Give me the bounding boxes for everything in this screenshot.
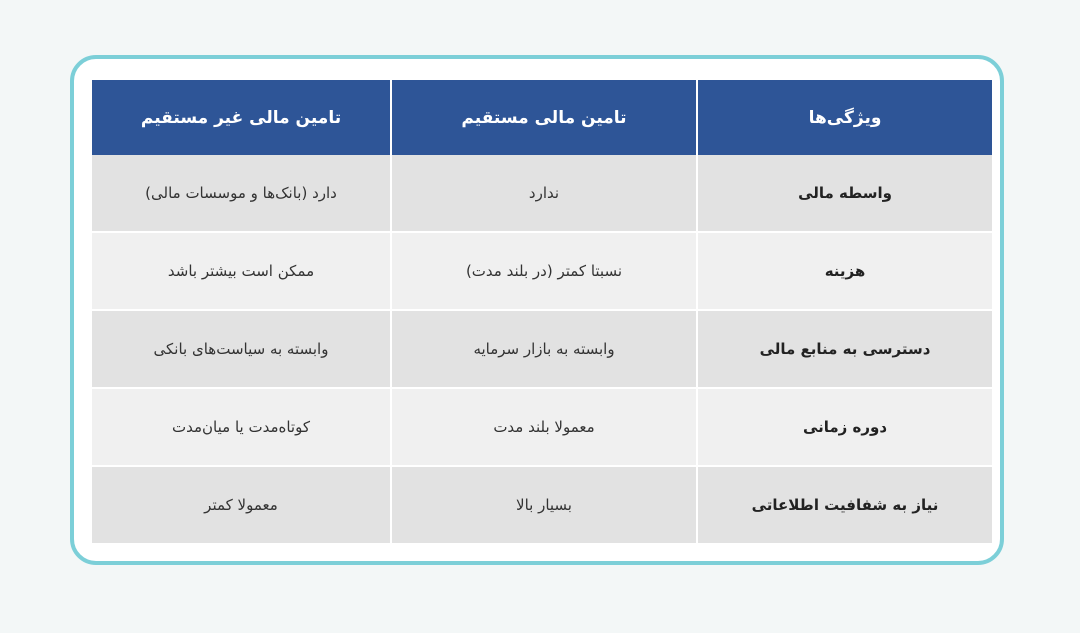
- table-row: [91, 310, 993, 388]
- indirect-cell: کوتاه‌مدت یا میان‌مدت: [91, 388, 391, 466]
- feature-cell: واسطه مالی: [697, 155, 993, 232]
- feature-cell: دسترسی به منابع مالی: [697, 310, 993, 388]
- table-row: [91, 466, 993, 543]
- direct-cell: نسبتا کمتر (در بلند مدت): [391, 232, 697, 310]
- header-indirect-financing: تامین مالی غیر مستقیم: [91, 80, 391, 155]
- indirect-cell: دارد (بانک‌ها و موسسات مالی): [91, 155, 391, 232]
- table-row: [91, 232, 993, 310]
- comparison-card: [70, 55, 1004, 565]
- feature-cell: دوره زمانی: [697, 388, 993, 466]
- direct-cell: بسیار بالا: [391, 466, 697, 543]
- direct-cell: وابسته به بازار سرمایه: [391, 310, 697, 388]
- feature-cell: نیاز به شفافیت اطلاعاتی: [697, 466, 993, 543]
- indirect-cell: معمولا کمتر: [91, 466, 391, 543]
- header-features: ویژگی‌ها: [697, 80, 993, 155]
- header-direct-financing: تامین مالی مستقیم: [391, 80, 697, 155]
- comparison-table: [90, 80, 994, 543]
- table-row: [91, 155, 993, 232]
- indirect-cell: وابسته به سیاست‌های بانکی: [91, 310, 391, 388]
- table-row: [91, 388, 993, 466]
- table-header-row: [91, 80, 993, 155]
- direct-cell: ندارد: [391, 155, 697, 232]
- indirect-cell: ممکن است بیشتر باشد: [91, 232, 391, 310]
- feature-cell: هزینه: [697, 232, 993, 310]
- direct-cell: معمولا بلند مدت: [391, 388, 697, 466]
